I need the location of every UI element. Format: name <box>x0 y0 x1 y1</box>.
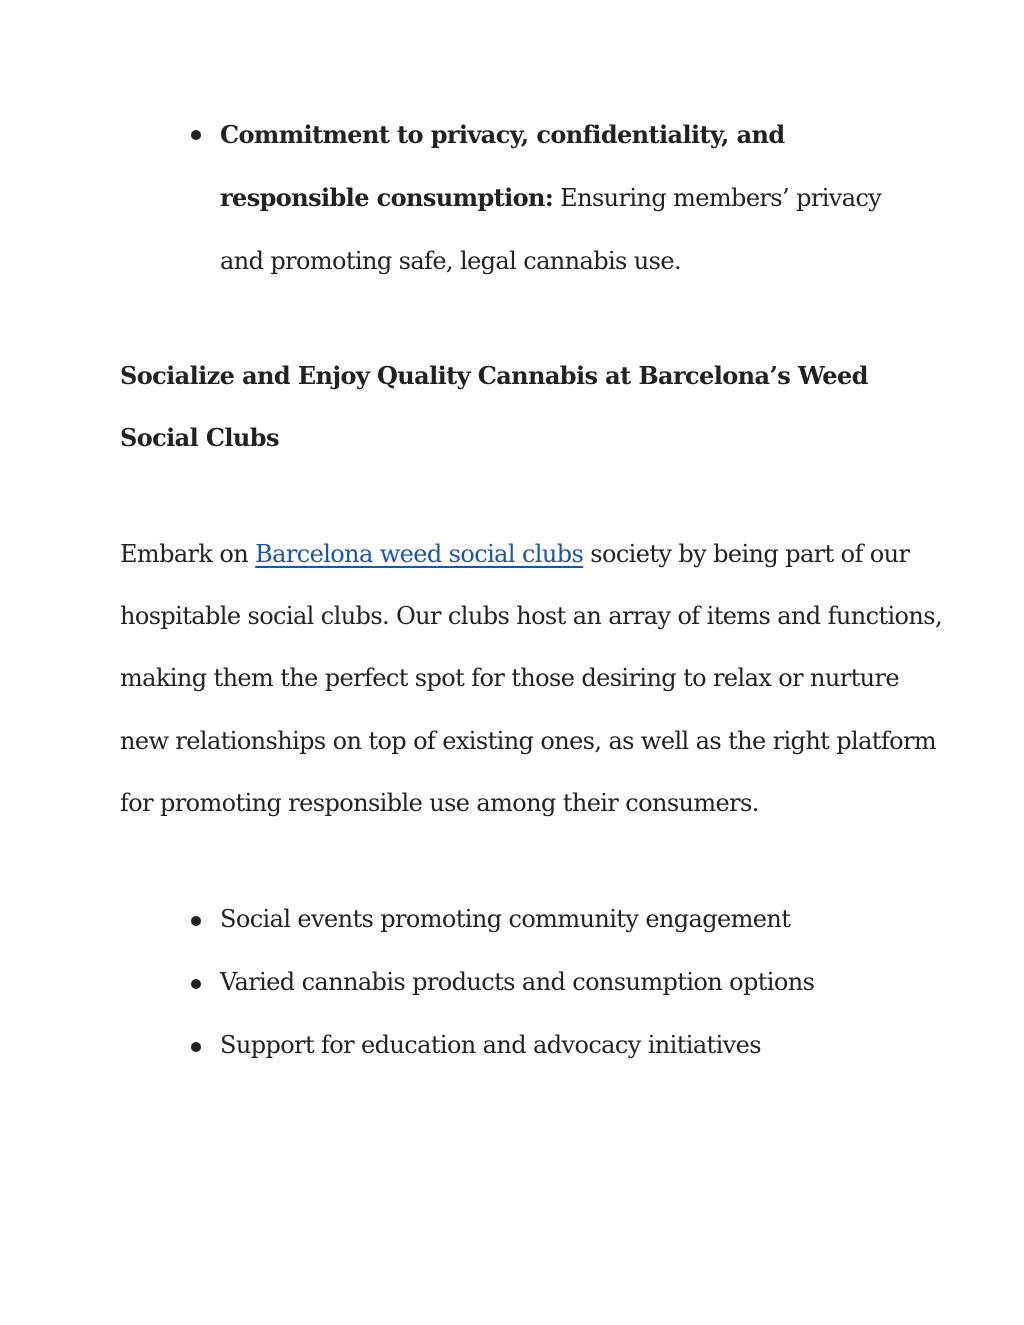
paragraph-text: Embark on <box>120 540 256 568</box>
list-item-title-line2: responsible consumption: <box>220 183 554 212</box>
heading-line2: Social Clubs <box>120 423 279 452</box>
paragraph-line5: for promoting responsible use among their consumers. <box>120 789 759 817</box>
heading-line1: Socialize and Enjoy Quality Cannabis at Barcelona’s Weed <box>120 361 868 390</box>
list-item-text: Social events promoting community engagement <box>220 905 791 933</box>
list-item-line2 <box>220 183 881 213</box>
bullet-icon <box>191 130 201 140</box>
list-item-description: Ensuring members’ privacy <box>553 184 882 212</box>
paragraph-line3: making them the perfect spot for those desiring to relax or nurture <box>120 664 899 692</box>
paragraph-text: society by being part of our <box>583 540 910 568</box>
barcelona-weed-social-clubs-link[interactable]: Barcelona weed social clubs <box>255 540 584 568</box>
paragraph-line2: hospitable social clubs. Our clubs host an array of items and functions, <box>120 602 943 630</box>
paragraph-line1 <box>120 539 909 569</box>
list-item-text: Varied cannabis products and consumption options <box>220 968 815 996</box>
bullet-icon <box>191 979 201 989</box>
list-item-text: Support for education and advocacy initiatives <box>220 1031 761 1059</box>
bullet-icon <box>191 916 201 926</box>
paragraph-line4: new relationships on top of existing ones, as well as the right platform <box>120 727 937 755</box>
list-item-line3: and promoting safe, legal cannabis use. <box>220 247 682 275</box>
list-item-title-line1: Commitment to privacy, confidentiality, and <box>220 120 785 149</box>
bullet-icon <box>191 1042 201 1052</box>
